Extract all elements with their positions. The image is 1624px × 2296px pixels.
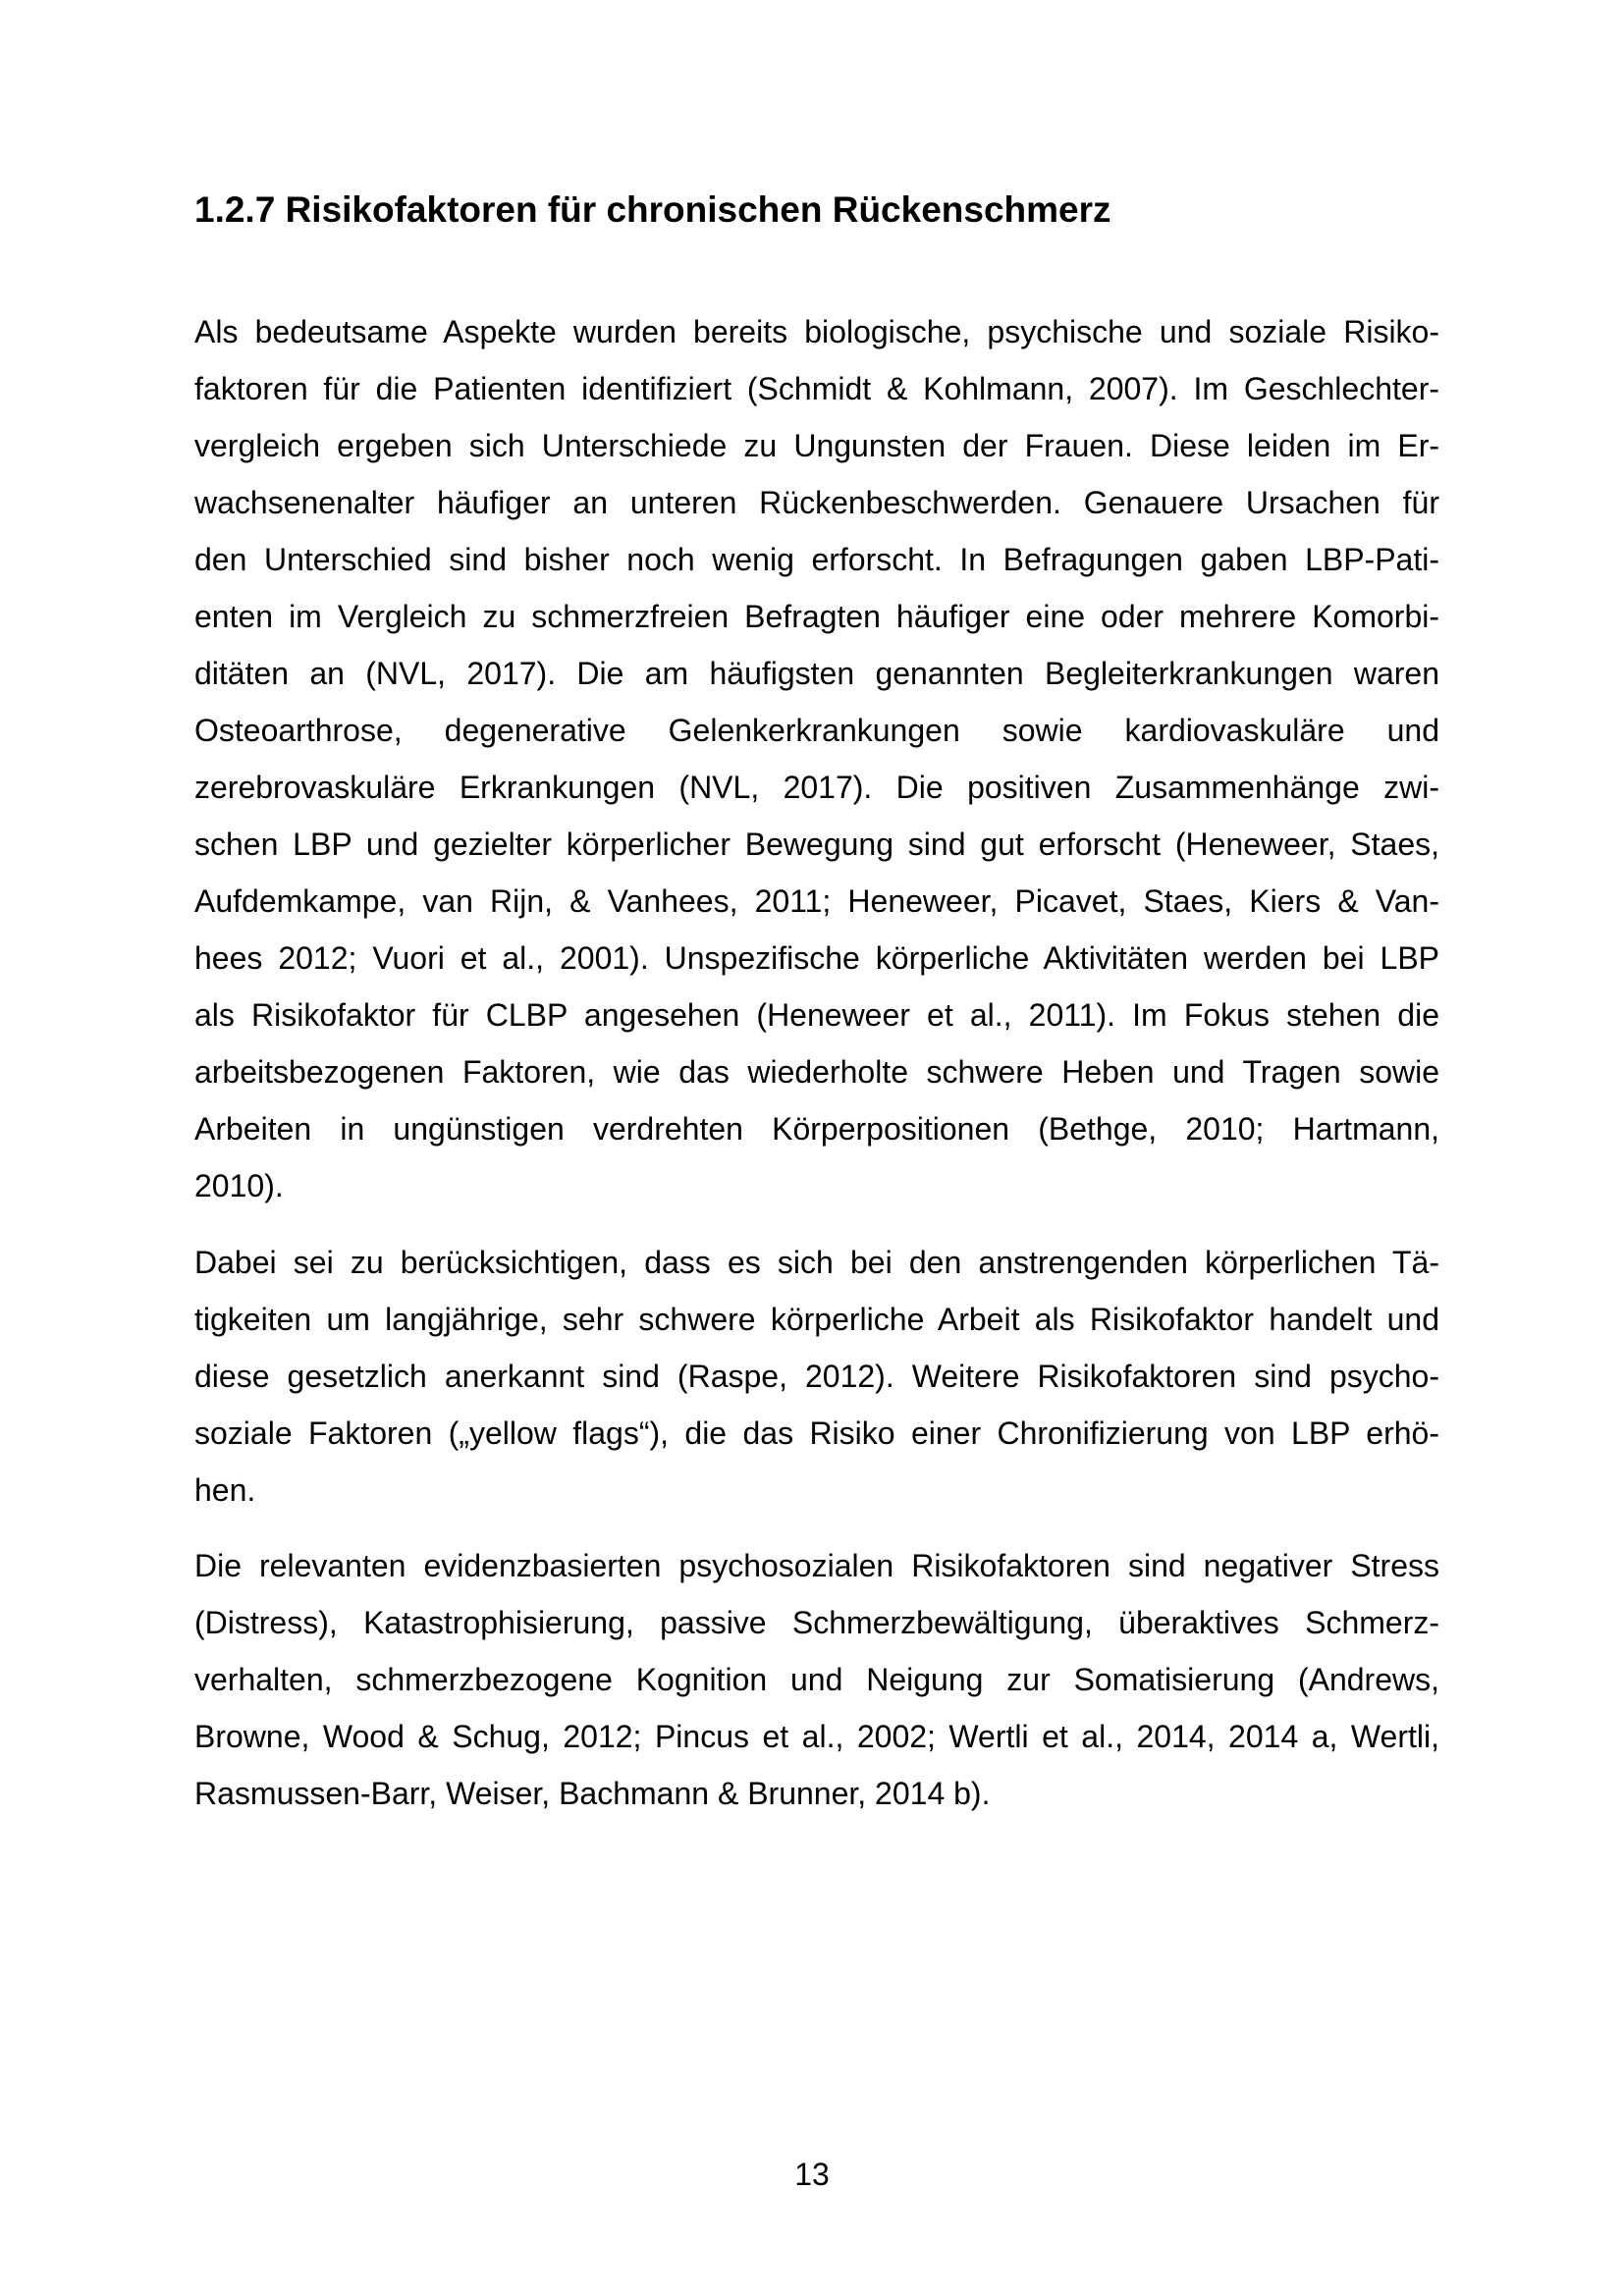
text-line: den Unterschied sind bisher noch wenig erforscht. In Befragungen gaben LBP-Pati-: [194, 542, 1439, 577]
text-line: vergleich ergeben sich Unterschiede zu Ungunsten der Frauen. Diese leiden im Er-: [194, 428, 1439, 463]
section-heading: 1.2.7 Risikofaktoren für chronischen Rückenschmerz: [194, 189, 1111, 230]
text-line: (Distress), Katastrophisierung, passive Schmerzbewältigung, überaktives Schmerz-: [194, 1605, 1439, 1640]
text-line: diese gesetzlich anerkannt sind (Raspe, 2012). Weitere Risikofaktoren sind psycho-: [194, 1359, 1439, 1394]
text-line: tigkeiten um langjährige, sehr schwere körperliche Arbeit als Risikofaktor handelt und: [194, 1302, 1439, 1337]
text-line: ditäten an (NVL, 2017). Die am häufigsten genannten Begleiterkrankungen waren: [194, 656, 1439, 691]
text-line: hees 2012; Vuori et al., 2001). Unspezifische körperliche Aktivitäten werden bei LBP: [194, 940, 1439, 976]
text-line: Arbeiten in ungünstigen verdrehten Körperpositionen (Bethge, 2010; Hartmann,: [194, 1111, 1439, 1147]
text-line: Dabei sei zu berücksichtigen, dass es sich bei den anstrengenden körperlichen Tä-: [194, 1245, 1439, 1280]
text-line: Die relevanten evidenzbasierten psychosozialen Risikofaktoren sind negativer Stress: [194, 1548, 1439, 1583]
text-line: verhalten, schmerzbezogene Kognition und Neigung zur Somatisierung (Andrews,: [194, 1662, 1439, 1697]
text-line: zerebrovaskuläre Erkrankungen (NVL, 2017). Die positiven Zusammenhänge zwi-: [194, 770, 1439, 805]
text-line: als Risikofaktor für CLBP angesehen (Heneweer et al., 2011). Im Fokus stehen die: [194, 997, 1439, 1033]
text-line: soziale Faktoren („yellow flags“), die das Risiko einer Chronifizierung von LBP erhö-: [194, 1415, 1439, 1451]
text-line: enten im Vergleich zu schmerzfreien Befragten häufiger eine oder mehrere Komorbi-: [194, 599, 1439, 634]
text-line: 2010).: [194, 1168, 284, 1203]
text-line: hen.: [194, 1472, 256, 1508]
text-line: Aufdemkampe, van Rijn, & Vanhees, 2011; Heneweer, Picavet, Staes, Kiers & Van-: [194, 883, 1439, 919]
text-line: schen LBP und gezielter körperlicher Bewegung sind gut erforscht (Heneweer, Staes,: [194, 827, 1439, 862]
text-line: faktoren für die Patienten identifiziert (Schmidt & Kohlmann, 2007). Im Geschlechter-: [194, 371, 1439, 406]
page-number: 13: [794, 2157, 830, 2192]
text-line: Als bedeutsame Aspekte wurden bereits biologische, psychische und soziale Risiko-: [194, 314, 1439, 349]
text-line: Rasmussen-Barr, Weiser, Bachmann & Brunner, 2014 b).: [194, 1776, 991, 1811]
text-line: arbeitsbezogenen Faktoren, wie das wiederholte schwere Heben und Tragen sowie: [194, 1054, 1439, 1090]
text-line: Osteoarthrose, degenerative Gelenkerkrankungen sowie kardiovaskuläre und: [194, 713, 1439, 748]
text-line: wachsenenalter häufiger an unteren Rückenbeschwerden. Genauere Ursachen für: [194, 485, 1439, 520]
text-line: Browne, Wood & Schug, 2012; Pincus et al., 2002; Wertli et al., 2014, 2014 a, Wertli,: [194, 1719, 1439, 1754]
